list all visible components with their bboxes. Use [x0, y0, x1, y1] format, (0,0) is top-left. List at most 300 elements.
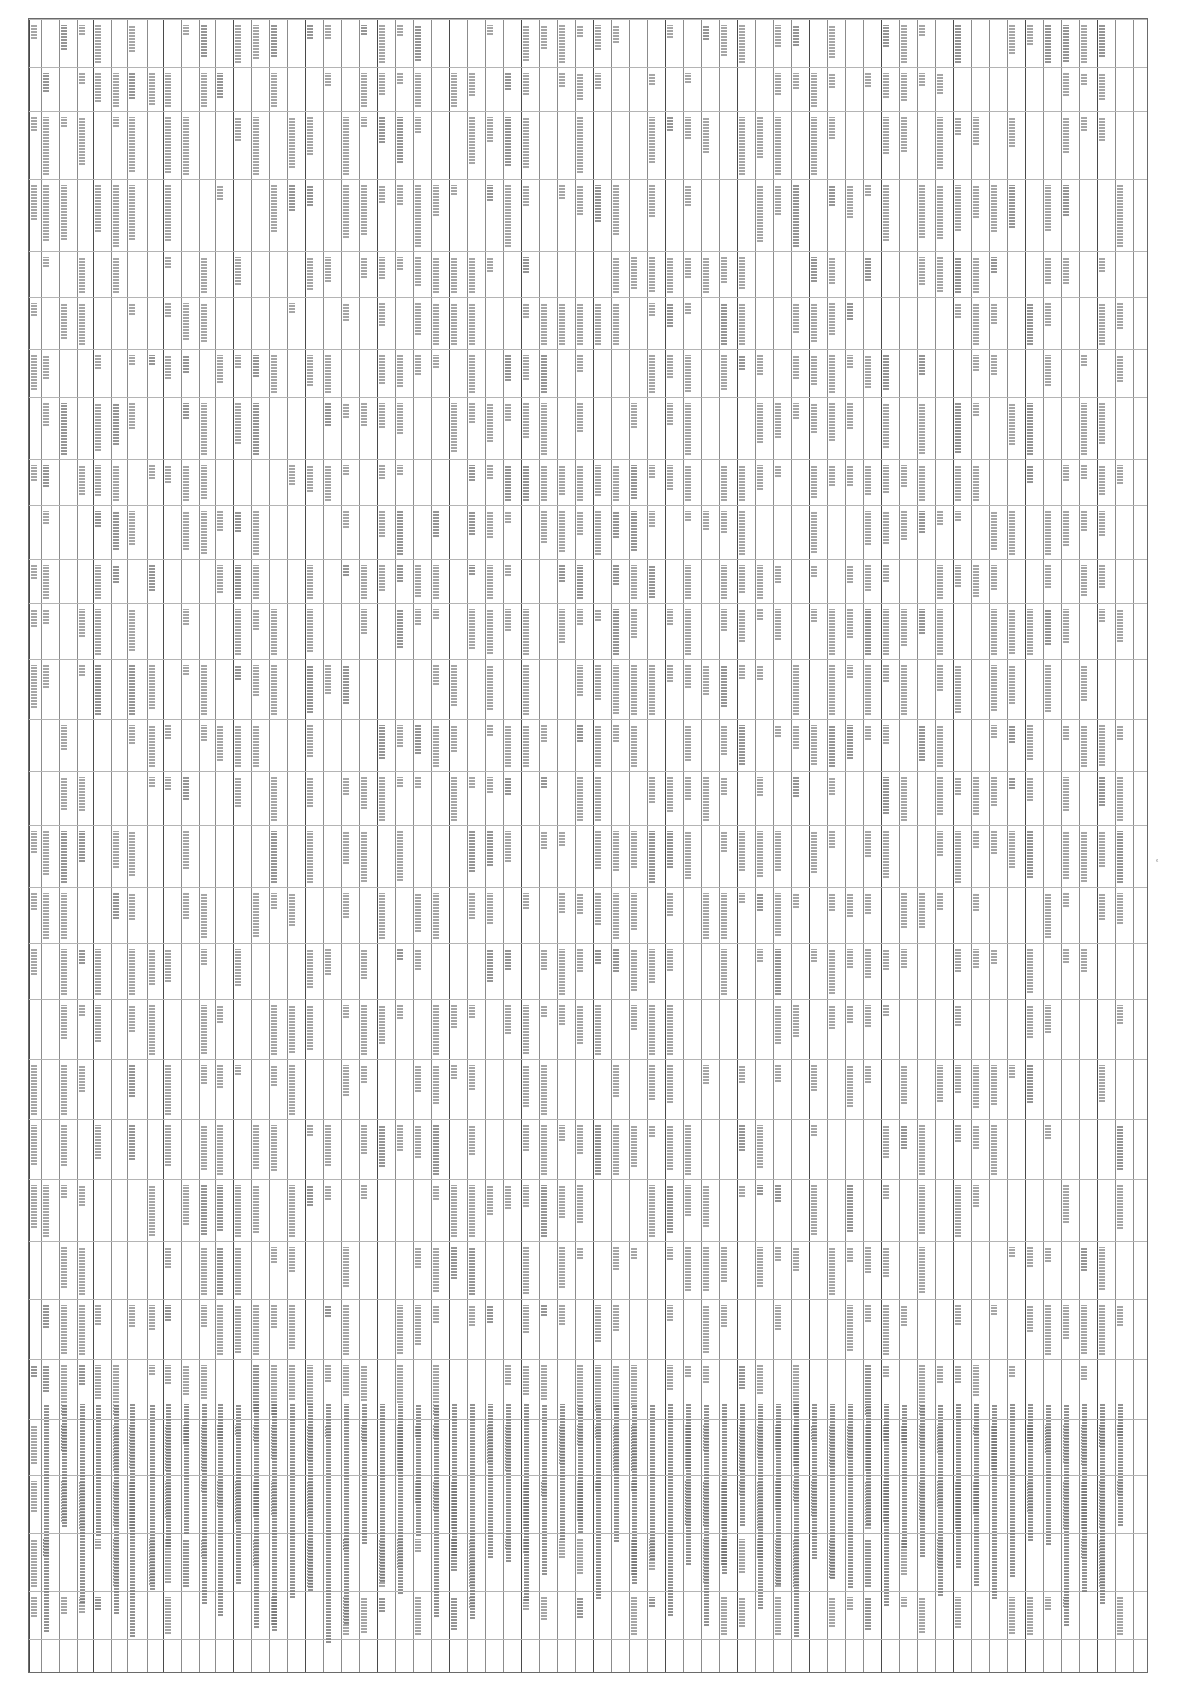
table-cell-text: [595, 949, 601, 964]
table-cell-text: [595, 725, 601, 767]
table-cell-text: [149, 1005, 155, 1055]
table-cell-text: [397, 257, 403, 270]
table-cell-text: [289, 1065, 295, 1115]
table-cell-text: [883, 565, 889, 582]
table-cell-text: [685, 1185, 691, 1216]
table-cell-text: [811, 511, 817, 553]
table-cell-text: [919, 355, 925, 375]
table-cell-text: [703, 25, 709, 40]
table-cell-text: [149, 777, 155, 787]
table-cell-text: [613, 465, 619, 501]
table-cell-text: [201, 25, 207, 57]
column-rule: [59, 19, 60, 1672]
table-cell-text: [253, 25, 259, 59]
table-cell-text: [113, 565, 119, 583]
table-cell-text: [739, 1125, 745, 1151]
table-cell-text: [703, 1185, 709, 1227]
table-cell-text: [829, 609, 835, 655]
table-cell-text: [1027, 777, 1033, 801]
table-cell-text: [201, 511, 207, 554]
table-cell-text: [775, 1247, 781, 1261]
band-rule: [29, 1241, 1147, 1242]
table-cell-text: [667, 1005, 673, 1055]
table-cell-text: [919, 1247, 925, 1293]
band-rule: [29, 1475, 1147, 1476]
table-cell-text: [793, 303, 799, 333]
table-cell-text: [1081, 1365, 1087, 1380]
table-cell-text: [847, 1597, 853, 1610]
table-cell-text: [271, 25, 277, 57]
column-rule: [953, 19, 954, 1672]
table-cell-text: [757, 609, 763, 620]
table-cell-text: [613, 1125, 619, 1175]
column-rule: [1043, 19, 1044, 1672]
table-cell-text: [1045, 565, 1051, 588]
table-cell-text: [739, 25, 745, 63]
table-cell-text: [253, 1305, 259, 1355]
table-cell-text: [1081, 725, 1087, 767]
row-label-text: [596, 1404, 601, 1599]
table-cell-text: [1009, 403, 1015, 445]
table-cell-text: [505, 725, 511, 767]
table-cell-text: [95, 185, 101, 232]
table-cell-text: [1063, 73, 1069, 96]
table-cell-text: [325, 355, 331, 393]
table-cell-text: [559, 1125, 565, 1141]
table-cell-text: [397, 725, 403, 747]
table-cell-text: [901, 1305, 907, 1326]
table-cell-text: [1045, 511, 1051, 555]
table-cell-text: [883, 73, 889, 98]
table-cell-text: [61, 777, 67, 810]
band-rule: [29, 559, 1147, 560]
table-cell-text: [253, 565, 259, 599]
row-label-text: [166, 1404, 171, 1547]
table-cell-text: [61, 303, 67, 339]
table-cell-text: [1009, 1597, 1015, 1634]
row-label-text: [290, 1404, 295, 1598]
table-cell-text: [361, 117, 367, 127]
table-cell-text: [937, 117, 943, 169]
table-cell-text: [937, 1365, 943, 1383]
table-cell-text: [559, 1539, 565, 1558]
table-cell-text: [95, 1305, 101, 1325]
table-cell-text: [469, 1065, 475, 1090]
table-cell-text: [361, 403, 367, 426]
table-cell-text: [523, 1365, 529, 1395]
band-rule: [29, 349, 1147, 350]
table-cell-text: [487, 565, 493, 599]
row-label-text: [416, 1404, 421, 1536]
table-cell-text: [523, 355, 529, 380]
table-cell-text: [433, 893, 439, 939]
table-cell-text: [165, 1065, 171, 1115]
table-cell-text: [1045, 303, 1051, 326]
table-cell-text: [343, 565, 349, 576]
table-cell-text: [613, 565, 619, 585]
table-cell-text: [61, 185, 67, 240]
band-rule: [29, 887, 1147, 888]
table-cell-text: [559, 303, 565, 345]
table-cell-text: [129, 609, 135, 651]
table-cell-text: [61, 1065, 67, 1115]
table-cell-text: [973, 1065, 979, 1108]
table-cell-text: [433, 511, 439, 537]
table-cell-text: [307, 1125, 313, 1136]
band-rule: [29, 771, 1147, 772]
row-label-text: [524, 1404, 529, 1601]
table-cell-text: [325, 1365, 331, 1382]
column-rule: [1115, 19, 1116, 1672]
table-cell-text: [811, 565, 817, 577]
table-cell-text: [685, 117, 691, 139]
table-cell-text: [775, 565, 781, 583]
table-cell-text: [757, 403, 763, 443]
table-cell-text: [739, 725, 745, 765]
table-cell-text: [201, 893, 207, 938]
table-cell-text: [721, 665, 727, 707]
table-cell-text: [433, 257, 439, 293]
table-cell-text: [919, 609, 925, 634]
table-cell-text: [129, 725, 135, 744]
table-cell-text: [541, 355, 547, 393]
table-cell-text: [577, 1125, 583, 1154]
table-cell-text: [757, 949, 763, 962]
table-cell-text: [829, 403, 835, 441]
table-cell-text: [433, 1185, 439, 1200]
table-cell-text: [1027, 949, 1033, 993]
table-cell-text: [649, 355, 655, 393]
table-cell-text: [129, 1065, 135, 1097]
table-cell-text: [343, 117, 349, 175]
table-cell-text: [361, 609, 367, 634]
table-cell-text: [343, 1005, 349, 1018]
table-cell-text: [183, 1185, 189, 1225]
table-cell-text: [883, 665, 889, 682]
table-cell-text: [397, 1125, 403, 1151]
table-cell-text: [1027, 609, 1033, 655]
table-cell-text: [523, 1185, 529, 1207]
table-cell-text: [129, 1125, 135, 1160]
table-cell-text: [703, 1065, 709, 1084]
table-cell-text: [415, 565, 421, 597]
table-cell-text: [1045, 609, 1051, 645]
table-cell-text: [595, 831, 601, 869]
table-cell-text: [201, 465, 207, 499]
table-cell-text: [829, 1247, 835, 1295]
table-cell-text: [541, 511, 547, 543]
table-cell-text: [685, 1247, 691, 1291]
table-cell-text: [901, 1065, 907, 1104]
table-cell-text: [451, 403, 457, 452]
table-cell-text: [1081, 949, 1087, 972]
table-cell-text: [165, 1597, 171, 1634]
table-cell-text: [183, 609, 189, 625]
table-cell-text: [667, 117, 673, 131]
table-cell-text: [149, 949, 155, 985]
table-cell-text: [811, 355, 817, 385]
table-cell-text: [379, 185, 385, 203]
column-rule: [701, 19, 702, 1672]
table-cell-text: [235, 1065, 241, 1075]
table-cell-text: [1099, 73, 1105, 100]
row-label-text: [62, 1404, 67, 1527]
row-label-text: [308, 1404, 313, 1591]
table-cell-text: [61, 1005, 67, 1039]
table-cell-text: [973, 1185, 979, 1207]
table-cell-text: [451, 665, 457, 706]
table-cell-text: [631, 257, 637, 289]
table-cell-text: [739, 355, 745, 370]
table-cell-text: [1081, 73, 1087, 85]
table-cell-text: [991, 949, 997, 964]
table-cell-text: [79, 117, 85, 165]
band-rule: [29, 943, 1147, 944]
table-cell-text: [577, 185, 583, 215]
table-cell-text: [307, 25, 313, 39]
table-cell-text: [1063, 893, 1069, 907]
table-cell-text: [31, 355, 37, 390]
table-cell-text: [129, 117, 135, 172]
table-cell-text: [901, 893, 907, 928]
table-cell-text: [235, 511, 241, 532]
column-rule: [215, 19, 216, 1672]
table-cell-text: [865, 1539, 871, 1587]
table-cell-text: [201, 665, 207, 715]
table-cell-text: [1099, 777, 1105, 806]
table-cell-text: [523, 465, 529, 501]
table-cell-text: [129, 949, 135, 995]
table-cell-text: [973, 355, 979, 371]
table-cell-text: [847, 1185, 853, 1232]
column-rule: [233, 19, 234, 1672]
table-cell-text: [129, 355, 135, 365]
table-cell-text: [31, 1425, 37, 1464]
table-cell-text: [505, 831, 511, 862]
table-cell-text: [79, 1305, 85, 1355]
table-cell-text: [217, 1125, 223, 1175]
table-cell-text: [487, 777, 493, 793]
table-cell-text: [667, 403, 673, 425]
table-cell-text: [1081, 511, 1087, 531]
table-cell-text: [1063, 831, 1069, 879]
table-cell-text: [433, 1005, 439, 1055]
table-cell-text: [685, 403, 691, 455]
table-cell-text: [649, 1065, 655, 1100]
table-cell-text: [505, 73, 511, 90]
column-rule: [629, 19, 630, 1672]
column-rule: [449, 19, 450, 1672]
table-cell-text: [847, 355, 853, 368]
table-cell-text: [149, 1185, 155, 1236]
column-rule: [485, 19, 486, 1672]
table-cell-text: [649, 1125, 655, 1137]
table-cell-text: [667, 1305, 673, 1321]
table-cell-text: [649, 665, 655, 715]
table-cell-text: [955, 1365, 961, 1383]
table-cell-text: [613, 609, 619, 655]
table-cell-text: [129, 185, 135, 240]
table-cell-text: [361, 831, 367, 882]
table-cell-text: [469, 609, 475, 649]
table-cell-text: [415, 777, 421, 788]
table-cell-text: [955, 117, 961, 135]
table-cell-text: [865, 1597, 871, 1630]
table-cell-text: [1045, 185, 1051, 231]
table-cell-text: [235, 25, 241, 63]
table-cell-text: [649, 185, 655, 217]
table-cell-text: [183, 1539, 189, 1587]
column-rule: [1007, 19, 1008, 1672]
table-cell-text: [955, 949, 961, 972]
table-cell-text: [43, 355, 49, 379]
table-cell-text: [235, 257, 241, 285]
column-rule: [163, 19, 164, 1672]
table-cell-text: [433, 1065, 439, 1104]
band-rule: [29, 1639, 1147, 1640]
row-label-text: [1082, 1404, 1087, 1592]
table-cell-text: [919, 1597, 925, 1633]
table-cell-text: [667, 949, 673, 971]
table-cell-text: [165, 949, 171, 982]
table-cell-text: [973, 893, 979, 911]
band-rule: [29, 1419, 1147, 1420]
table-cell-text: [361, 25, 367, 35]
row-label-text: [848, 1404, 853, 1588]
table-cell-text: [883, 185, 889, 241]
table-cell-text: [613, 185, 619, 235]
table-cell-text: [79, 831, 85, 862]
table-cell-text: [1099, 1065, 1105, 1102]
table-cell-text: [1063, 25, 1069, 62]
table-cell-text: [739, 565, 745, 593]
table-cell-text: [469, 1125, 475, 1155]
column-rule: [127, 19, 128, 1672]
table-cell-text: [631, 465, 637, 499]
table-cell-text: [955, 465, 961, 501]
table-cell-text: [325, 949, 331, 975]
table-cell-text: [595, 185, 601, 222]
table-cell-text: [235, 403, 241, 444]
table-cell-text: [775, 465, 781, 477]
table-cell-text: [487, 893, 493, 924]
table-cell-text: [165, 257, 171, 268]
table-cell-text: [577, 403, 583, 432]
table-cell-text: [901, 73, 907, 101]
table-cell-text: [505, 949, 511, 970]
table-cell-text: [79, 1365, 85, 1385]
table-cell-text: [1027, 1247, 1033, 1267]
table-cell-text: [1027, 465, 1033, 483]
table-cell-text: [415, 257, 421, 286]
table-cell-text: [577, 25, 583, 37]
table-cell-text: [973, 185, 979, 218]
table-cell-text: [307, 565, 313, 599]
table-cell-text: [703, 777, 709, 821]
table-cell-text: [361, 777, 367, 809]
table-cell-text: [577, 609, 583, 625]
row-label-text: [812, 1404, 817, 1559]
column-rule: [29, 19, 30, 1672]
table-cell-text: [739, 303, 745, 345]
table-cell-text: [775, 609, 781, 640]
table-cell-text: [79, 1065, 85, 1092]
table-cell-text: [95, 1365, 101, 1399]
table-cell-text: [631, 403, 637, 428]
table-cell-text: [811, 1185, 817, 1235]
table-cell-text: [523, 73, 529, 95]
row-label-text: [470, 1404, 475, 1619]
table-cell-text: [505, 1365, 511, 1385]
table-cell-text: [79, 777, 85, 811]
table-cell-text: [95, 665, 101, 715]
table-cell-text: [1027, 25, 1033, 45]
table-cell-text: [415, 1125, 421, 1158]
column-rule: [41, 19, 42, 1672]
table-cell-text: [451, 1597, 457, 1630]
table-cell-text: [149, 665, 155, 709]
table-cell-text: [113, 403, 119, 445]
table-cell-text: [1009, 609, 1015, 654]
table-cell-text: [379, 1125, 385, 1167]
table-cell-text: [775, 725, 781, 737]
band-rule: [29, 179, 1147, 180]
table-cell-text: [973, 565, 979, 597]
table-cell-text: [739, 465, 745, 501]
table-cell-text: [703, 511, 709, 530]
table-cell-text: [613, 831, 619, 871]
table-cell-text: [201, 1125, 207, 1170]
table-cell-text: [361, 1125, 367, 1154]
table-cell-text: [955, 1005, 961, 1026]
table-cell-text: [757, 1365, 763, 1394]
table-cell-text: [487, 665, 493, 710]
table-cell-text: [775, 831, 781, 871]
table-cell-text: [829, 465, 835, 486]
table-cell-text: [487, 185, 493, 201]
table-cell-text: [469, 1305, 475, 1326]
table-cell-text: [541, 25, 547, 49]
table-cell-text: [883, 117, 889, 154]
table-cell-text: [955, 185, 961, 231]
table-cell-text: [577, 1005, 583, 1044]
table-cell-text: [43, 1185, 49, 1237]
table-cell-text: [487, 831, 493, 866]
table-cell-text: [1027, 1065, 1033, 1103]
table-cell-text: [183, 665, 189, 675]
table-cell-text: [811, 1125, 817, 1136]
row-label-text: [1100, 1404, 1105, 1604]
table-cell-text: [649, 565, 655, 598]
table-cell-text: [847, 185, 853, 218]
table-cell-text: [793, 1247, 799, 1271]
table-cell-text: [343, 1365, 349, 1396]
table-cell-text: [667, 303, 673, 327]
column-rule: [269, 19, 270, 1672]
table-cell-text: [379, 303, 385, 326]
column-rule: [683, 19, 684, 1672]
table-cell-text: [397, 949, 403, 960]
table-cell-text: [487, 609, 493, 654]
table-cell-text: [61, 893, 67, 939]
table-cell-text: [937, 831, 943, 856]
table-cell-text: [1045, 893, 1051, 938]
table-cell-text: [757, 355, 763, 375]
table-cell-text: [1117, 893, 1123, 924]
table-cell-text: [1099, 1305, 1105, 1355]
column-rule: [989, 19, 990, 1672]
table-cell-text: [487, 117, 493, 142]
